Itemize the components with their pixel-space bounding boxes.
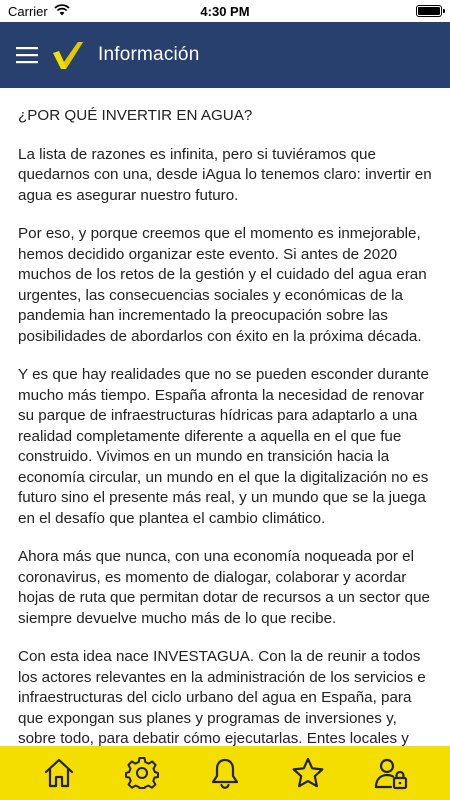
article-paragraph: Ahora más que nunca, con una economía noqueada por el coronavirus, es momento de dialogar, colaborar y acordar hojas de ruta que permitan dotar de recursos a un sector que siempre devuelve mucho más de lo que recibe. (18, 548, 430, 627)
bell-icon (208, 756, 242, 790)
tab-notifications[interactable] (198, 746, 252, 800)
bottom-tab-bar (0, 746, 450, 800)
star-icon (291, 756, 325, 790)
home-icon (42, 756, 76, 790)
tab-home[interactable] (32, 746, 86, 800)
menu-button[interactable] (0, 22, 54, 88)
article-paragraph: La lista de razones es infinita, pero si tuviéramos que quedarnos con una, desde iAgua lo tenemos claro: invertir en agua es asegurar nuestro futuro. (18, 145, 432, 204)
user-lock-icon (374, 756, 408, 790)
tab-favorites[interactable] (281, 746, 335, 800)
hamburger-menu-icon (16, 46, 38, 64)
gear-icon (125, 756, 159, 790)
article-paragraph: Con esta idea nace INVESTAGUA. Con la de reunir a todos los actores relevantes en la administración de los servicios e infraestructuras del ciclo urbano del agua en España, para que expongan sus planes y programas de inversiones y, sobre todo, para debatir cómo ejecutarlas. Entes locales y (18, 648, 426, 746)
article-paragraph: Y es que hay realidades que no se pueden esconder durante mucho más tiempo. España afronta la necesidad de renovar su parque de infraestructuras hídricas para adaptarlo a una realidad completamente diferente a aquella en el que fue construido. Vivimos en un mundo en transición hacia la economía circular, un mundo en el que la digitalización no es futuro sino el presente más real, y un mundo que se la juega en el desafío que plantea el cambio climático. (18, 366, 429, 527)
battery-icon (416, 5, 442, 17)
page-title: Información (98, 44, 200, 65)
app-header (0, 22, 450, 88)
tab-settings[interactable] (115, 746, 169, 800)
status-left (8, 4, 70, 19)
app-logo-icon (50, 38, 84, 72)
article-paragraph: Por eso, y porque creemos que el momento es inmejorable, hemos decidido organizar este evento. Si antes de 2020 muchos de los retos de la gestión y el cuidado del agua eran urgentes, las consecuencias sociales y económicas de la pandemia han incrementado la preocupación sobre las posibilidades de abordarlos con éxito en la próxima década. (18, 225, 427, 345)
wifi-icon (54, 4, 70, 19)
status-bar (0, 0, 450, 22)
tab-profile[interactable] (364, 746, 418, 800)
carrier-label: Carrier (8, 3, 48, 19)
status-time: 4:30 PM (200, 3, 250, 19)
article-heading: ¿POR QUÉ INVERTIR EN AGUA? (18, 107, 253, 124)
article-content[interactable] (0, 88, 450, 746)
